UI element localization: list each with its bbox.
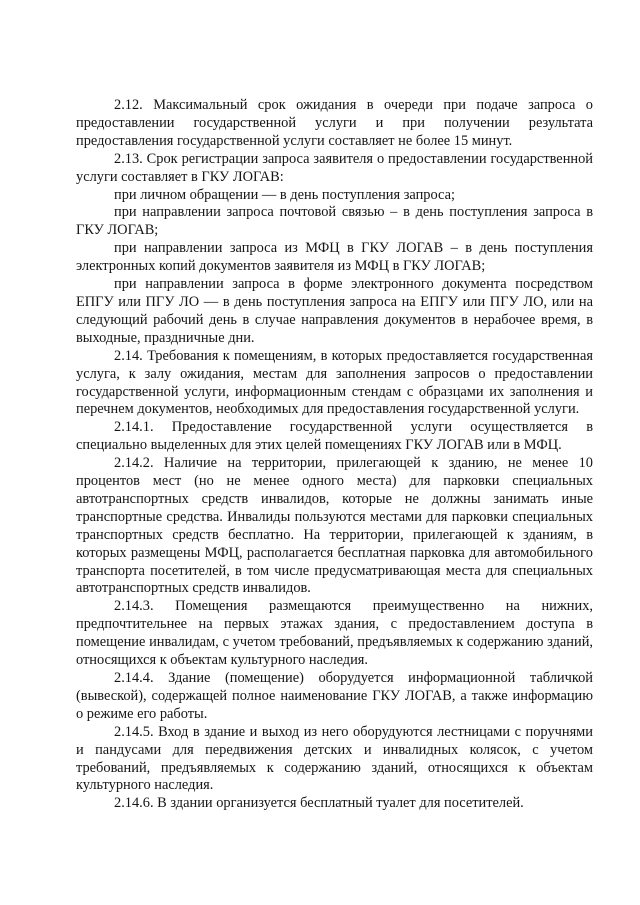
paragraph-2-14-5: 2.14.5. Вход в здание и выход из него оборудуются лестницами с поручнями и пандусами для передвижения детских и инвалидных колясок, с учетом требований, предъявляемых к содержанию зданий, относящихся к объектам культурного наследия. — [76, 723, 593, 794]
paragraph-electronic-request: при направлении запроса в форме электронного документа посредством ЕПГУ или ПГУ ЛО — в день поступления запроса на ЕПГУ или ПГУ ЛО, или на следующий рабочий день в случае направления документов в нерабочее время, в выходные, праздничные дни. — [76, 276, 593, 346]
paragraph-postal-request: при направлении запроса почтовой связью – в день поступления запроса в ГКУ ЛОГАВ; — [76, 204, 593, 239]
paragraph-2-14-3: 2.14.3. Помещения размещаются преимущественно на нижних, предпочтительнее на первых этажах здания, с предоставлением доступа в помещение инвалидам, с учетом требований, предъявляемых к содержанию зданий, относящихся к объектам культурного наследия. — [76, 598, 593, 669]
paragraph-2-14-6: 2.14.6. В здании организуется бесплатный туалет для посетителей. — [114, 795, 524, 812]
paragraph-2-14-4: 2.14.4. Здание (помещение) оборудуется информационной табличкой (вывеской), содержащей полное наименование ГКУ ЛОГАВ, а также информацию о режиме его работы. — [76, 670, 593, 722]
paragraph-2-14-1: 2.14.1. Предоставление государственной услуги осуществляется в специально выделенных для этих целей помещениях ГКУ ЛОГАВ или в МФЦ. — [76, 419, 593, 454]
paragraph-2-13: 2.13. Срок регистрации запроса заявителя о предоставлении государственной услуги составляет в ГКУ ЛОГАВ: — [76, 150, 593, 185]
paragraph-2-12: 2.12. Максимальный срок ожидания в очереди при подаче запроса о предоставлении государственной услуги и при получении результата предоставления государственной услуги составляет не более 15 минут. — [76, 97, 593, 149]
paragraph-mfc-request: при направлении запроса из МФЦ в ГКУ ЛОГАВ – в день поступления электронных копий документов заявителя из МФЦ в ГКУ ЛОГАВ; — [76, 240, 593, 275]
paragraph-2-14-2: 2.14.2. Наличие на территории, прилегающей к зданию, не менее 10 процентов мест (но не менее одного места) для парковки специальных автотранспортных средств инвалидов, которые не должны занимать иные транспортные средства. Инвалиды пользуются местами для парковки специальных транспортных средств бесплатно. На территории, прилегающей к зданиям, в которых размещены МФЦ, располагается бесплатная парковка для автомобильного транспорта посетителей, в том числе предусматривающая места для специальных автотранспортных средств инвалидов. — [76, 455, 593, 597]
document-page — [76, 97, 593, 813]
paragraph-personal-request: при личном обращении — в день поступления запроса; — [114, 186, 455, 203]
paragraph-2-14: 2.14. Требования к помещениям, в которых предоставляется государственная услуга, к залу ожидания, местам для заполнения запросов о предоставлении государственной услуги, информационным стендам с образцами их заполнения и перечнем документов, необходимых для предоставления государственной услуги. — [76, 347, 593, 418]
